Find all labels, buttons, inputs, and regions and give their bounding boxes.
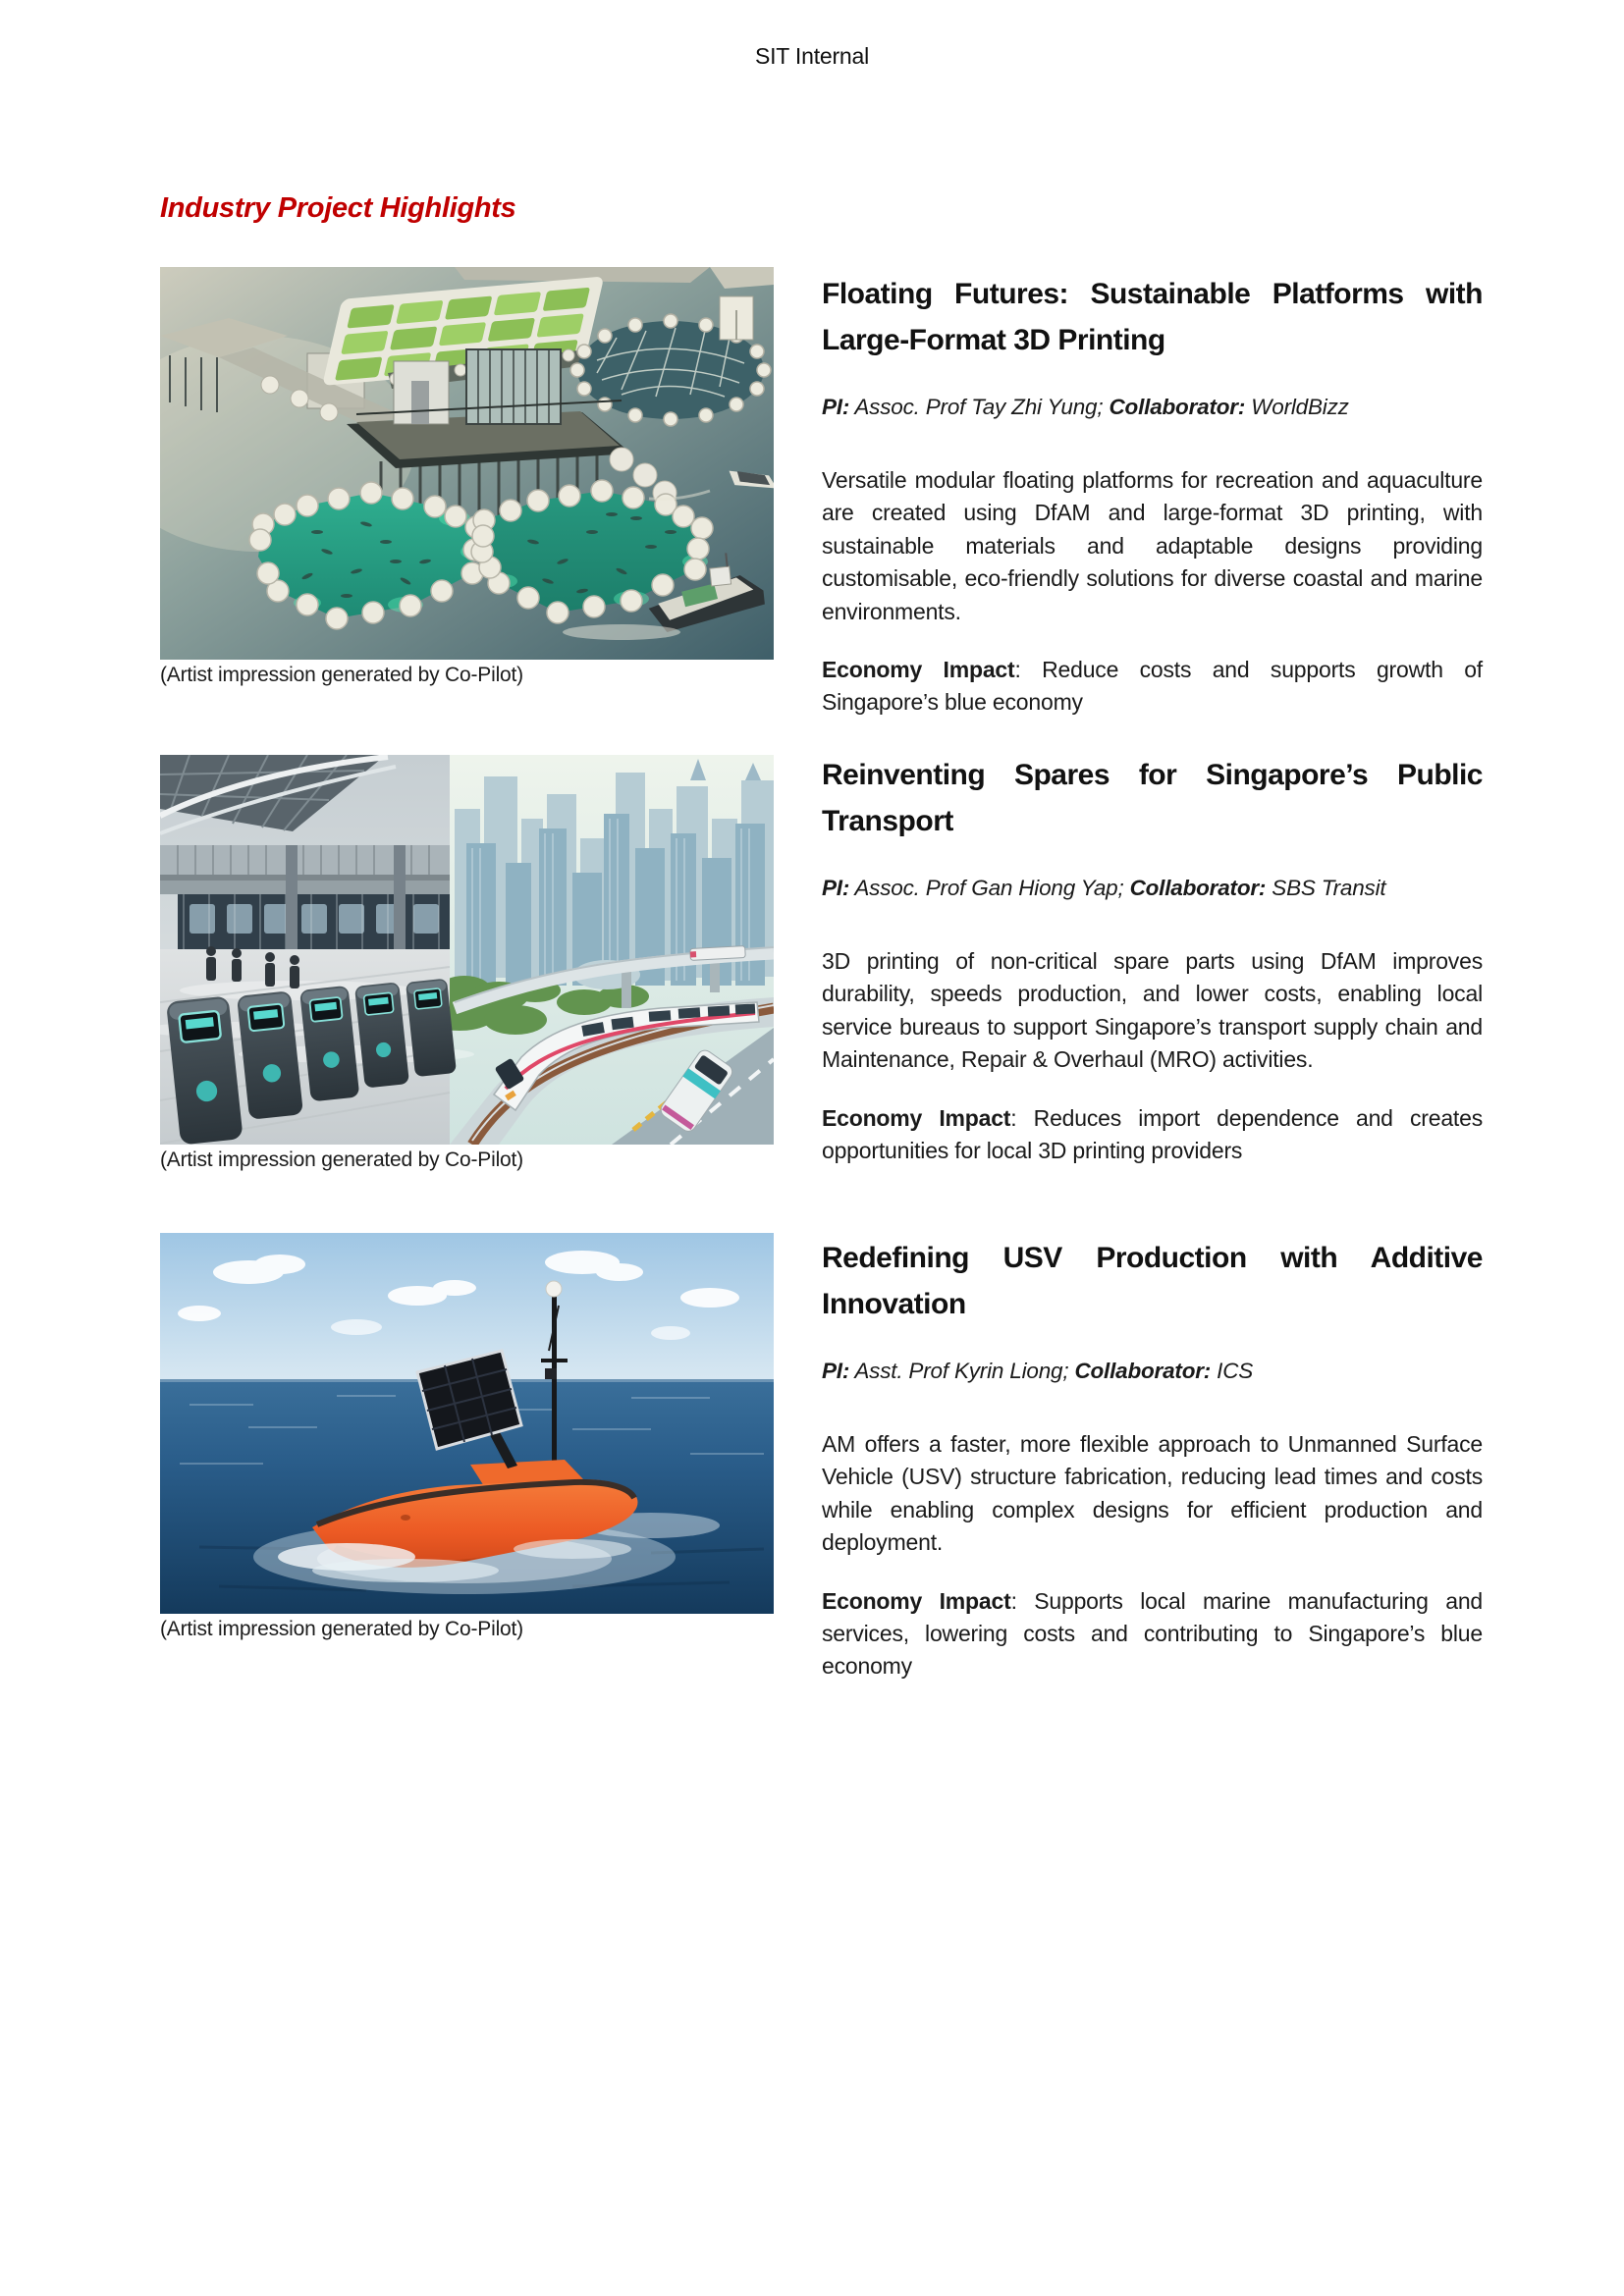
economy-impact-text: : Reduce costs and supports growth of Singapore’s blue economy — [822, 657, 1483, 716]
economy-impact-text: : Reduces import dependence and creates opportunities for local 3D printing providers — [822, 1104, 1483, 1164]
project-title: Floating Futures: Sustainable Platforms with Large-Format 3D Printing — [822, 278, 1483, 356]
project-3-text — [822, 1235, 1483, 1683]
usv-boat-image — [160, 1233, 774, 1614]
economy-impact-label: Economy Impact — [822, 1587, 1011, 1614]
project-2-text — [822, 752, 1483, 1167]
collaborator-label: Collaborator: — [1074, 1359, 1212, 1383]
platform-train — [178, 894, 450, 949]
project-title: Redefining USV Production with Additive Innovation — [822, 1242, 1483, 1320]
project-3-figure — [160, 1233, 774, 1641]
pi-line — [822, 872, 1483, 904]
pi-name: Assoc. Prof Tay Zhi Yung; — [854, 395, 1104, 419]
image-caption: (Artist impression generated by Co-Pilot) — [160, 1148, 523, 1171]
pi-label: PI: — [822, 876, 850, 900]
collaborator-label: Collaborator: — [1129, 876, 1267, 900]
economy-impact-text: : Supports local marine manufacturing and services, lowering costs and contributing to Singapore’s blue economy — [822, 1587, 1483, 1680]
pi-line — [822, 391, 1483, 423]
economy-impact — [822, 654, 1483, 720]
collaborator-name: ICS — [1217, 1359, 1254, 1383]
economy-impact — [822, 1102, 1483, 1168]
image-caption: (Artist impression generated by Co-Pilot) — [160, 1618, 523, 1640]
classification-header: SIT Internal — [754, 43, 870, 69]
section-heading: Industry Project Highlights — [160, 192, 516, 224]
floating-platforms-image — [160, 267, 774, 660]
collaborator-name: SBS Transit — [1272, 876, 1386, 900]
project-description: AM offers a faster, more flexible approach to Unmanned Surface Vehicle (USV) structure fabrication, reducing lead times and costs while enabling complex designs for efficient production and deployment. — [822, 1431, 1483, 1556]
collaborator-name: WorldBizz — [1251, 395, 1349, 419]
station-panel — [160, 755, 474, 1145]
public-transport-image — [160, 755, 774, 1145]
economy-impact-label: Economy Impact — [822, 1104, 1011, 1131]
image-caption: (Artist impression generated by Co-Pilot) — [160, 664, 523, 686]
project-1-text — [822, 271, 1483, 720]
economy-impact — [822, 1585, 1483, 1683]
project-1-figure — [160, 267, 774, 687]
project-title: Reinventing Spares for Singapore’s Public Transport — [822, 759, 1483, 837]
pi-line — [822, 1355, 1483, 1387]
pi-name: Asst. Prof Kyrin Liong; — [854, 1359, 1069, 1383]
collaborator-label: Collaborator: — [1109, 395, 1246, 419]
pi-label: PI: — [822, 395, 850, 419]
project-description: 3D printing of non-critical spare parts using DfAM improves durability, speeds production, and lower costs, enabling local service bureaus to support Singapore’s transport supply chain and Maintenance, Repair & Overhaul (MRO) activities. — [822, 948, 1483, 1073]
project-2-figure — [160, 755, 774, 1172]
economy-impact-label: Economy Impact — [822, 657, 1015, 683]
pi-name: Assoc. Prof Gan Hiong Yap; — [854, 876, 1124, 900]
gps-dome — [546, 1281, 562, 1297]
city-panel — [422, 755, 774, 1145]
pi-label: PI: — [822, 1359, 850, 1383]
project-description: Versatile modular floating platforms for recreation and aquaculture are created using DfAM and large-format 3D printing, with sustainable materials and adaptable designs providing customisable, eco-friendly solutions for diverse coastal and marine environments. — [822, 467, 1483, 624]
